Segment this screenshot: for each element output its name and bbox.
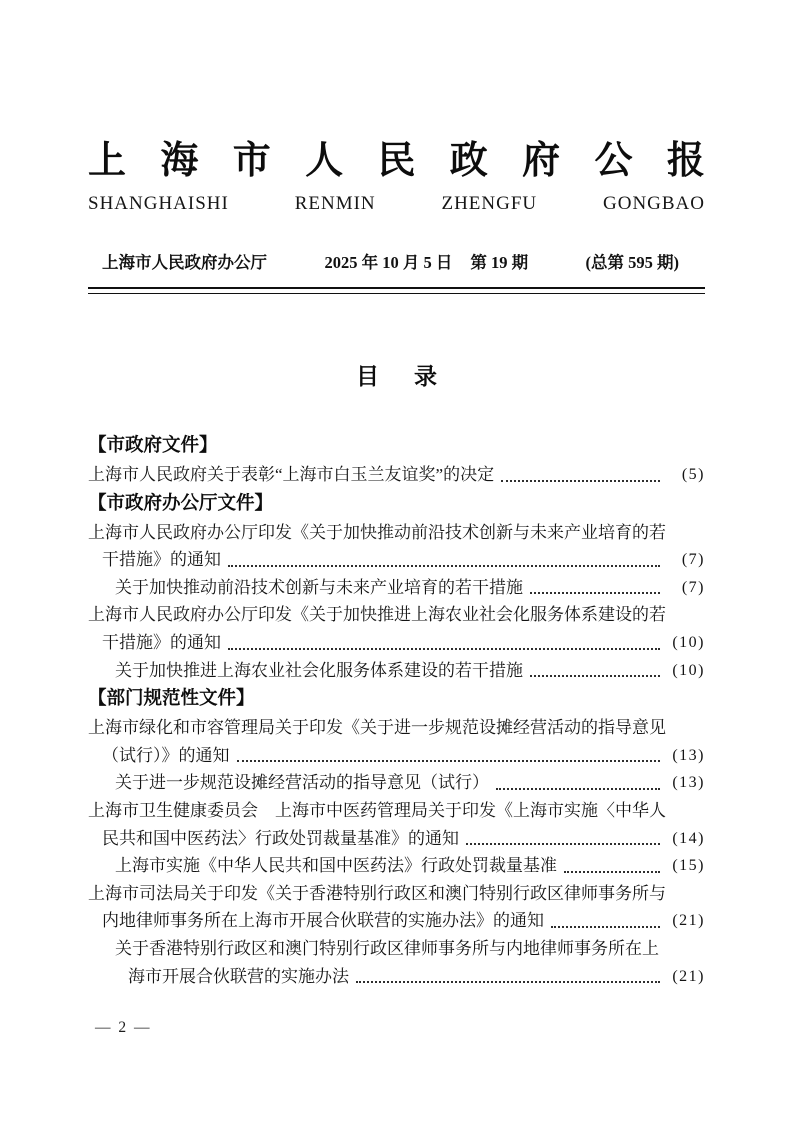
toc-page-number: (7) (681, 551, 705, 569)
gazette-title-pinyin-word: ZHENGFU (441, 193, 538, 214)
toc-entry (88, 852, 705, 880)
gazette-title-char: 人 (305, 140, 344, 182)
toc-entry-text: 关于加快推动前沿技术创新与未来产业培育的若干措施 (115, 577, 523, 597)
dot-leader (496, 788, 660, 790)
toc-entry (88, 714, 705, 742)
gazette-title-char: 府 (522, 140, 561, 182)
gazette-title (88, 140, 705, 182)
toc-entry (88, 880, 705, 908)
toc-entry-text: 上海市司法局关于印发《关于香港特别行政区和澳门特别行政区律师事务所与 (88, 883, 666, 903)
gazette-title-char: 上 (88, 140, 127, 182)
toc-entry-text: 上海市人民政府办公厅印发《关于加快推进上海农业社会化服务体系建设的若 (88, 605, 666, 625)
toc-page-number: (7) (681, 578, 705, 596)
toc-entry-text: 上海市实施《中华人民共和国中医药法》行政处罚裁量基准 (115, 856, 557, 876)
toc-entry-text: 上海市人民政府关于表彰“上海市白玉兰友谊奖”的决定 (88, 465, 495, 484)
toc-entry-text: （试行）》的通知 (102, 745, 230, 765)
toc-entry (88, 657, 705, 685)
toc-entry (88, 546, 705, 574)
gazette-title-char: 海 (160, 140, 199, 182)
toc-entry (88, 797, 705, 825)
toc-entry-text: 关于进一步规范设摊经营活动的指导意见（试行） (115, 773, 489, 793)
toc-entry-text: 上海市人民政府办公厅印发《关于加快推动前沿技术创新与未来产业培育的若 (88, 522, 666, 542)
page-footer (95, 1019, 152, 1037)
toc-page-number: (15) (672, 857, 705, 875)
toc-entry-text: 关于加快推进上海农业社会化服务体系建设的若干措施 (115, 660, 523, 680)
gazette-title-char: 民 (377, 140, 416, 182)
gazette-title-char: 公 (594, 140, 633, 182)
toc-page-number: (21) (672, 967, 705, 985)
issue-date: 2025 年 10 月 5 日 (324, 253, 453, 272)
issue-info-bar (88, 249, 705, 273)
gazette-title-pinyin-word: SHANGHAISHI (88, 193, 229, 214)
page-number: — 2 — (95, 1019, 152, 1036)
masthead (88, 0, 705, 294)
issue-date-group (324, 249, 528, 273)
gazette-title-char: 市 (232, 140, 271, 182)
gazette-title-pinyin (88, 193, 705, 215)
dot-leader (530, 675, 660, 677)
toc-entry-text: 内地律师事务所在上海市开展合伙联营的实施办法》的通知 (102, 911, 544, 931)
toc-entry (88, 907, 705, 935)
dot-leader (237, 760, 661, 762)
publisher-name: 上海市人民政府办公厅 (102, 253, 267, 272)
toc-section-heading: 【部门规范性文件】 (88, 689, 255, 710)
toc-entry-text: 干措施》的通知 (102, 632, 221, 652)
toc-heading: 目 录 (356, 364, 443, 389)
toc-entry-text: 上海市绿化和市容管理局关于印发《关于进一步规范设摊经营活动的指导意见 (88, 718, 666, 738)
toc-entry (88, 461, 705, 489)
dot-leader (501, 480, 660, 482)
dot-leader (356, 981, 660, 983)
toc-page-number: (13) (672, 774, 705, 792)
dot-leader (564, 871, 660, 873)
issue-number: 第 19 期 (470, 253, 529, 272)
dot-leader (228, 565, 660, 567)
toc-page-number: (13) (672, 746, 705, 764)
cumulative-issue-number: (总第 595 期) (585, 253, 679, 272)
toc-page-number: (5) (681, 466, 705, 483)
toc-entry (88, 601, 705, 629)
dot-leader (551, 926, 660, 928)
toc-section-heading: 【市政府办公厅文件】 (88, 493, 274, 514)
gazette-title-pinyin-word: RENMIN (294, 193, 376, 214)
toc-entry-text: 关于香港特别行政区和澳门特别行政区律师事务所与内地律师事务所在上 (115, 938, 659, 958)
toc-entry-text: 海市开展合伙联营的实施办法 (128, 966, 349, 986)
toc-entry (88, 769, 705, 797)
toc-page-number: (10) (672, 661, 705, 679)
gazette-title-char: 政 (449, 140, 488, 182)
toc-entry (88, 629, 705, 657)
gazette-title-char: 报 (666, 140, 705, 182)
toc-page-number: (14) (672, 829, 705, 847)
toc-entry-text: 干措施》的通知 (102, 550, 221, 570)
double-rule-divider (88, 287, 705, 294)
dot-leader (466, 843, 660, 845)
toc-entry (88, 574, 705, 602)
dot-leader (228, 648, 660, 650)
toc-page-number: (21) (672, 912, 705, 930)
dot-leader (530, 592, 660, 594)
toc-section-heading: 【市政府文件】 (88, 436, 218, 456)
toc-main (88, 358, 705, 990)
toc-page-number: (10) (672, 633, 705, 651)
toc-entry (88, 963, 705, 991)
toc-list (88, 431, 705, 990)
toc-entry (88, 742, 705, 770)
toc-entry (88, 935, 705, 963)
toc-entry (88, 825, 705, 853)
toc-entry-text: 民共和国中医药法〉行政处罚裁量基准》的通知 (102, 828, 459, 848)
toc-entry-text: 上海市卫生健康委员会 上海市中医药管理局关于印发《上海市实施〈中华人 (88, 800, 666, 820)
gazette-title-pinyin-word: GONGBAO (603, 193, 705, 214)
toc-entry (88, 519, 705, 547)
